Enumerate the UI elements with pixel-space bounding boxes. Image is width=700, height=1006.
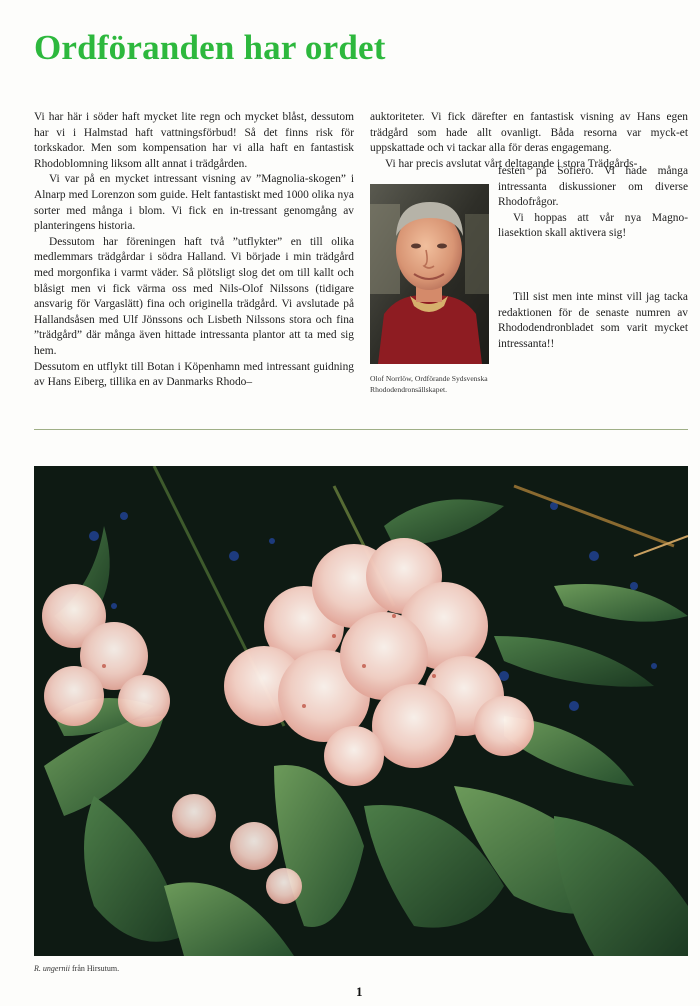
portrait-caption: Olof Norrlöw, Ordförande Sydsvenska Rhododendronsällskapet. (370, 374, 488, 394)
paragraph: Vi har precis avslutat vårt deltagande i stora Trädgårds- (385, 157, 638, 170)
rhododendron-photo (34, 466, 688, 956)
paragraph: festen på Sofiero. Vi hade många intressanta diskussioner om diverse Rhodofrågor. (498, 165, 688, 209)
species-name: R. ungernii (34, 964, 70, 973)
rhododendron-illustration (34, 466, 688, 956)
divider (34, 429, 688, 430)
portrait-photo (370, 184, 489, 364)
portrait-illustration (370, 184, 489, 364)
paragraph: Vi var på en mycket intressant visning av ”Magnolia-skogen” i Alnarp med Lorenzon som guide. Helt fantastiskt med 1000 olika nya sorter med många i blom. Vi fick en in-tressant genomgång av planteringens historia. (34, 173, 354, 233)
page-title: Ordföranden har ordet (34, 28, 386, 67)
article-column-right-closing (498, 290, 688, 352)
photo-caption (34, 964, 119, 973)
caption-text: från Hirsutum. (70, 964, 120, 973)
article-column-right-wrap (498, 164, 688, 242)
paragraph: Till sist men inte minst vill jag tacka redaktionen för de senaste numren av Rhododendronbladet som varit mycket intressanta!! (498, 291, 688, 350)
page-number: 1 (356, 984, 363, 999)
paragraph: Dessutom en utflykt till Botan i Köpenhamn med intressant guidning av Hans Eiberg, tillika en av Danmarks Rhodo– (34, 360, 354, 389)
paragraph: Vi har här i söder haft mycket lite regn och mycket blåst, dessutom har vi i Halmstad haft vattningsförbud! Så det finns risk för torkskador. Men som kompensation har vi alla haft en fantastisk Rhodoblomning liksom allt annat i trädgården. (34, 111, 354, 170)
article-column-left (34, 110, 354, 391)
paragraph: auktoriteter. Vi fick därefter en fantastisk visning av Hans egen trädgård som hade allt ovanligt. Båda resorna var myck-et uppskattade och vi tackar alla för deras engagemang. (370, 111, 688, 155)
paragraph: Dessutom har föreningen haft två ”utflykter” en till olika medlemmars trädgårdar i södra Halland. Vi började i min trädgård med morgonfika i varmt väder. Så plötsligt slog det om till kallt och blåsigt men vi fick värma oss med Nils-Olof Nilssons (tidigare ansvarig för Vargaslätt) fina och originella trädgård. Vi avslutade på Hallandsåsen med Ulf Jönssons och Lisbeth Nilssons stora och fina ”trädgård” där många även hittade intressanta plantor att ta med sig hem. (34, 235, 354, 357)
paragraph: Vi hoppas att vår nya Magno-liasektion skall aktivera sig! (498, 211, 688, 240)
